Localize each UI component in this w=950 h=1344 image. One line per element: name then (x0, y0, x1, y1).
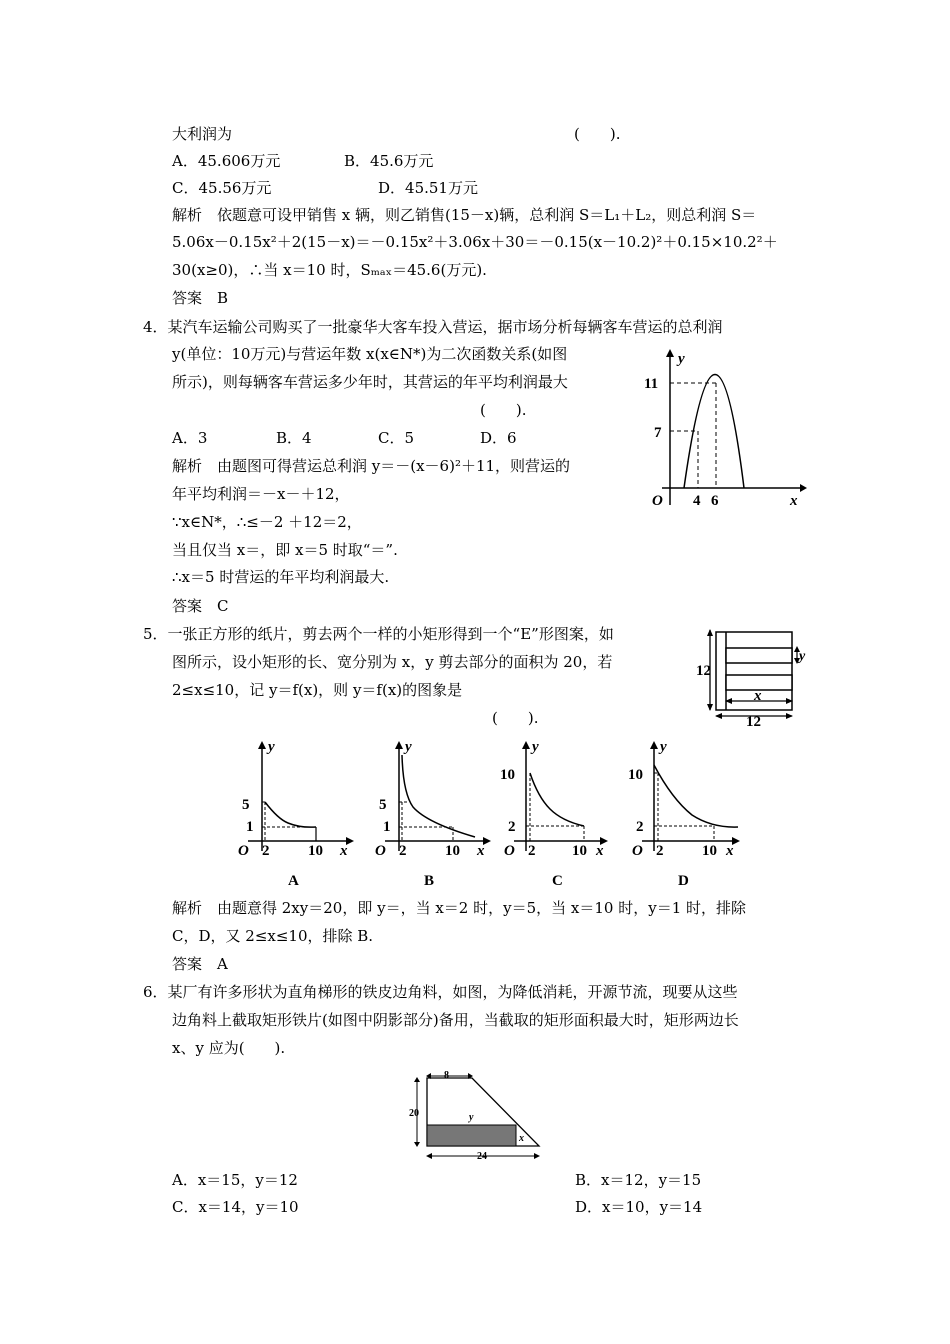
q3-line-tail: 大利润为 (172, 125, 233, 143)
x-tick-left: 2 (262, 843, 270, 857)
x-tick-left: 2 (656, 843, 664, 857)
x-axis-label: x (596, 843, 604, 857)
q5-solution-line-2: C，D，又 2≤x≤10，排除 B. (172, 927, 374, 945)
x-tick-right: 10 (572, 843, 587, 857)
q4-stem-line-1: 4．某汽车运输公司购买了一批豪华大客车投入营运，据市场分析每辆客车营运的总利润 (143, 318, 723, 336)
curve (654, 765, 738, 827)
q5-graph-b (365, 735, 495, 857)
q5-graph-a-label: A (288, 873, 299, 889)
curve (265, 802, 316, 827)
q5-stem-line-3: 2≤x≤10，记 y＝f(x)，则 y＝f(x)的图象是 (172, 681, 463, 699)
q5-graph-d (622, 735, 752, 857)
x-axis-label: x (726, 843, 734, 857)
x-tick-right: 10 (445, 843, 460, 857)
rect-y-label: y (469, 1112, 474, 1123)
q6-option-b: B．x＝12，y＝15 (575, 1171, 702, 1189)
q5-answer-paren: ( ). (492, 709, 539, 727)
q5-answer: 答案 A (172, 955, 228, 973)
origin-label: O (652, 493, 663, 509)
left-dim-label: 20 (409, 1108, 419, 1119)
left-dim-label: 12 (696, 663, 711, 679)
q4-solution-line-3: ∵x∈N*，∴≤－2 ＋12＝2， (172, 513, 362, 531)
q5-solution-line-1: 解析 由题意得 2xy＝20，即 y＝，当 x＝2 时，y＝5，当 x＝10 时，y＝1 时，排除 (172, 899, 747, 917)
q5-graph-d-label: D (678, 873, 689, 889)
q4-parabola-graph (640, 345, 810, 515)
q4-option-d: D．6 (480, 429, 517, 447)
q6-stem-line-1: 6．某厂有许多形状为直角梯形的铁皮边角料，如图，为降低消耗，开源节流，现要从这些 (143, 983, 738, 1001)
q4-stem-line-3: 所示)，则每辆客车营运多少年时，其营运的年平均利润最大 (172, 373, 568, 391)
q5-graph-b-label: B (424, 873, 435, 889)
q3-option-a: A．45.606万元 (172, 152, 281, 170)
q4-answer: 答案 C (172, 597, 229, 615)
y-axis-label: y (405, 739, 412, 755)
q3-answer: 答案 B (172, 289, 229, 307)
y-tick-bottom: 2 (636, 819, 644, 835)
q3-option-b: B．45.6万元 (344, 152, 434, 170)
rect-x-label: x (519, 1133, 524, 1144)
q4-answer-paren: ( ). (480, 401, 527, 419)
cutout-rect-1 (726, 648, 792, 663)
q6-option-a: A．x＝15，y＝12 (172, 1171, 298, 1189)
x-tick-right: 10 (308, 843, 323, 857)
bottom-dim-label: 12 (746, 714, 761, 728)
top-dim-label: 8 (444, 1070, 449, 1081)
x-axis-label: x (790, 493, 798, 509)
bottom-dim-label: 24 (477, 1151, 487, 1162)
q5-graph-c (494, 735, 624, 857)
q4-solution-line-2: 年平均利润＝－x－＋12， (172, 485, 350, 503)
q5-stem-line-2: 图所示，设小矩形的长、宽分别为 x，y 剪去部分的面积为 20，若 (172, 653, 613, 671)
q3-solution-line-3: 30(x≥0)，∴当 x＝10 时，Sₘₐₓ＝45.6(万元). (172, 261, 487, 279)
origin-label: O (238, 843, 249, 857)
q4-option-c: C．5 (378, 429, 415, 447)
x-tick-right: 10 (702, 843, 717, 857)
x-axis-label: x (477, 843, 485, 857)
y-tick-top: 10 (628, 767, 643, 783)
y-axis-label: y (678, 351, 685, 367)
q4-solution-line-1: 解析 由题图可得营运总利润 y＝－(x－6)²＋11，则营运的 (172, 457, 571, 475)
q5-e-shape-figure (690, 624, 810, 728)
x-axis-label: x (340, 843, 348, 857)
q3-solution-line-2: 5.06x－0.15x²＋2(15－x)＝－0.15x²＋3.06x＋30＝－0.15(x－10.2)²＋0.15×10.2²＋ (172, 233, 778, 251)
y-tick-bottom: 2 (508, 819, 516, 835)
x-tick-4: 4 (693, 493, 701, 509)
q6-option-c: C．x＝14，y＝10 (172, 1198, 299, 1216)
q4-stem-line-2: y(单位：10万元)与营运年数 x(x∈N*)为二次函数关系(如图 (172, 345, 568, 363)
q3-answer-paren: ( ). (574, 125, 621, 143)
q4-solution-line-4: 当且仅当 x＝，即 x＝5 时取“＝”. (172, 541, 398, 559)
curve (530, 773, 584, 826)
shaded-rectangle (427, 1125, 516, 1146)
y-tick-bottom: 1 (246, 819, 254, 835)
y-tick-7: 7 (654, 425, 662, 441)
x-tick-left: 2 (399, 843, 407, 857)
y-tick-top: 10 (500, 767, 515, 783)
q4-option-a: A．3 (172, 429, 208, 447)
x-tick-left: 2 (528, 843, 536, 857)
q3-solution-line-1: 解析 依题意可设甲销售 x 辆，则乙销售(15－x)辆，总利润 S＝L₁＋L₂，则总利润 S＝ (172, 206, 757, 224)
x-dim-label: x (754, 688, 762, 704)
x-tick-6: 6 (711, 493, 719, 509)
q5-stem-line-1: 5．一张正方形的纸片，剪去两个一样的小矩形得到一个“E”形图案，如 (143, 625, 614, 643)
q6-option-d: D．x＝10，y＝14 (575, 1198, 703, 1216)
q5-graph-c-label: C (552, 873, 563, 889)
q3-option-c: C．45.56万元 (172, 179, 272, 197)
q6-stem-line-2: 边角料上截取矩形铁片(如图中阴影部分)备用，当截取的矩形面积最大时，矩形两边长 (172, 1011, 739, 1029)
origin-label: O (375, 843, 386, 857)
q3-option-d: D．45.51万元 (378, 179, 478, 197)
q4-option-b: B．4 (276, 429, 312, 447)
y-axis-label: y (532, 739, 539, 755)
y-tick-top: 5 (379, 797, 387, 813)
q6-trapezoid-figure (405, 1064, 550, 1164)
y-axis-label: y (268, 739, 275, 755)
y-tick-top: 5 (242, 797, 250, 813)
curve (402, 755, 475, 837)
x-axis-arrow (800, 484, 807, 492)
origin-label: O (504, 843, 515, 857)
origin-label: O (632, 843, 643, 857)
y-tick-11: 11 (644, 376, 659, 392)
q6-stem-line-3: x、y 应为( ). (172, 1039, 286, 1057)
y-dim-label: y (799, 649, 806, 664)
q4-solution-line-5: ∴x＝5 时营运的年平均利润最大. (172, 568, 390, 586)
q5-graph-a (228, 735, 358, 857)
y-tick-bottom: 1 (383, 819, 391, 835)
y-axis-label: y (660, 739, 667, 755)
y-axis-arrow (666, 349, 674, 357)
